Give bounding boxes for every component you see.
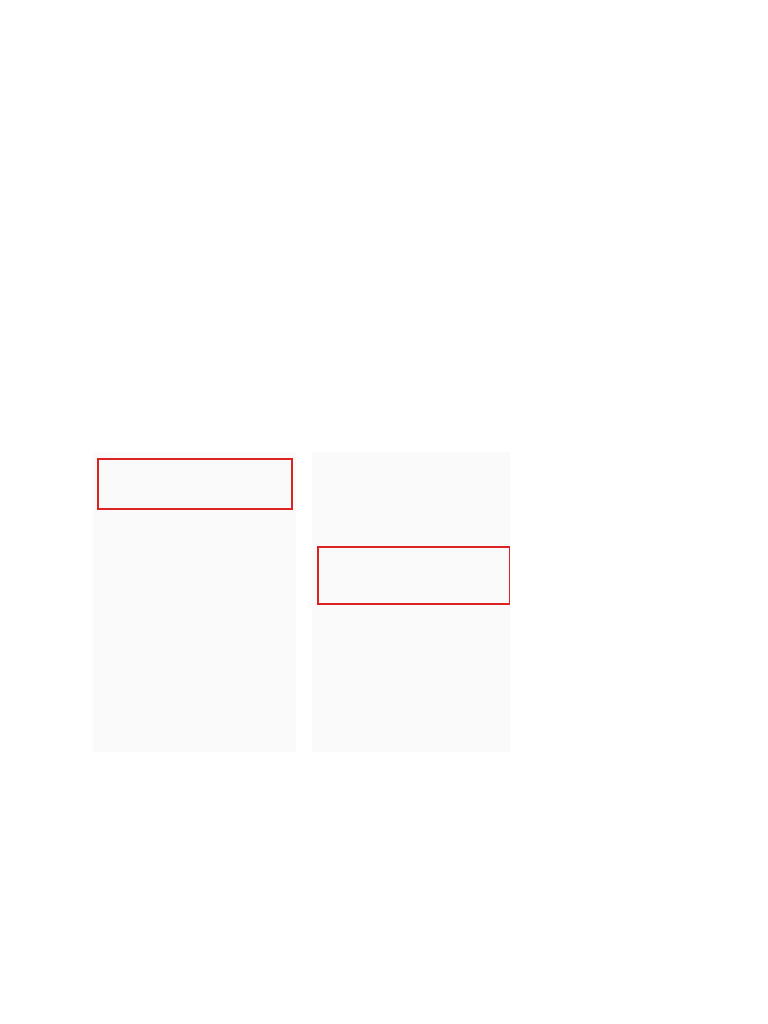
scan-page-middle <box>312 452 510 752</box>
scan-page-left <box>93 452 296 752</box>
highlight-box <box>317 546 510 605</box>
highlight-box <box>97 458 293 510</box>
scan-book-cover <box>518 452 678 752</box>
